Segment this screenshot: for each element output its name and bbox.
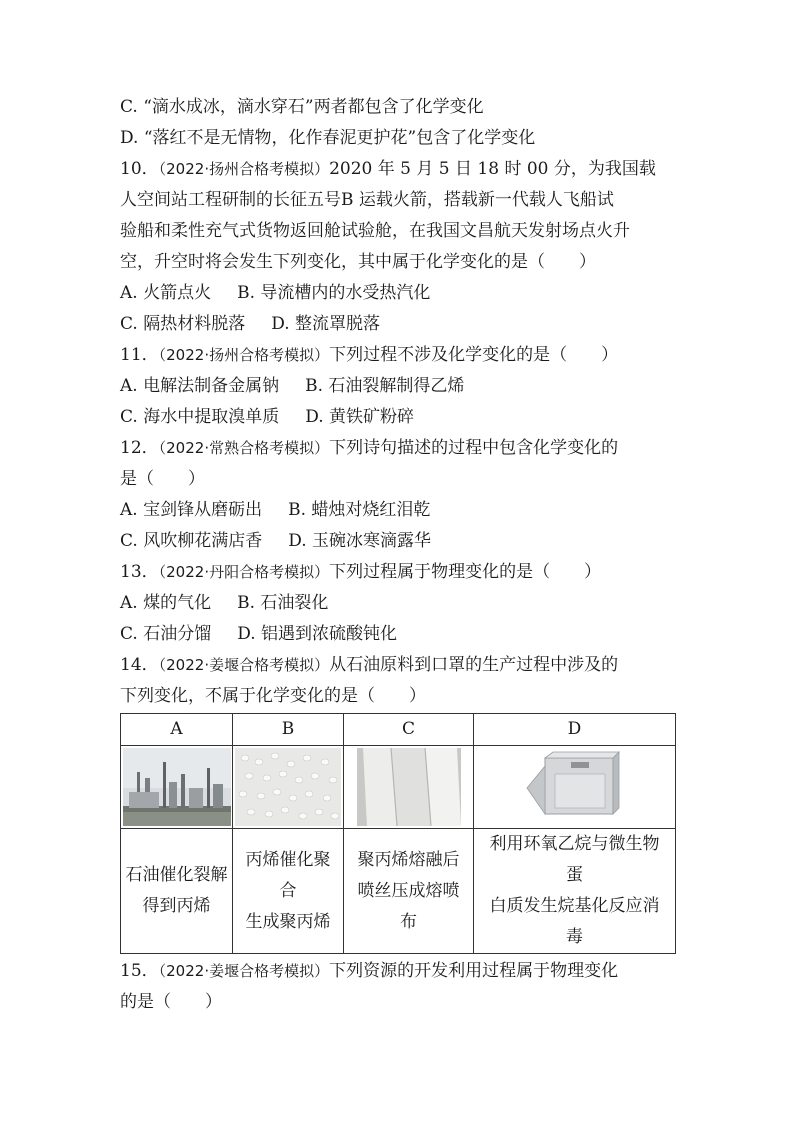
option-a-text-line: 得到丙烯 xyxy=(142,896,211,916)
sterilizer-image-cell xyxy=(474,746,676,829)
option-d-text-line: 白质发生烷基化反应消 xyxy=(489,896,660,916)
question-source: （2022·扬州合格考模拟） xyxy=(158,160,330,178)
option-a: A. 电解法制备金属钠 xyxy=(120,376,280,396)
question-number: 15． xyxy=(120,961,159,981)
table-image-row xyxy=(121,746,676,829)
option-a: A. 火箭点火 xyxy=(120,283,212,303)
q12-line-2: 是（ ） xyxy=(120,469,205,489)
q15-line-2: 的是（ ） xyxy=(120,992,222,1012)
q10-line-3: 验船和柔性充气式货物返回舱试验舱，在我国文昌航天发射场点火升 xyxy=(120,221,630,241)
q11-options-cd xyxy=(120,402,680,433)
table-header-row xyxy=(121,714,676,746)
option-d: D. 玉碗冰寒滴露华 xyxy=(288,531,432,551)
polypropylene-granules-image xyxy=(235,748,341,826)
option-c-text-line: 布 xyxy=(400,911,417,932)
q11-options-ab xyxy=(120,371,680,402)
option-c: C. 风吹柳花满店香 xyxy=(120,531,263,551)
header-a: A xyxy=(121,714,233,746)
option-b-text-line: 生成聚丙烯 xyxy=(245,911,331,932)
question-source: （2022·丹阳合格考模拟） xyxy=(158,563,330,581)
option-d: D. 铝遇到浓硫酸钝化 xyxy=(237,624,398,644)
option-c: C. 隔热材料脱落 xyxy=(120,314,246,334)
option-d-text-line: 蛋 xyxy=(566,865,583,885)
option-a: A. 宝剑锋从磨砺出 xyxy=(120,500,263,520)
refinery-image xyxy=(123,748,231,826)
table-text-row xyxy=(121,829,676,954)
q10-options-ab xyxy=(120,278,680,309)
question-number: 12． xyxy=(120,438,159,458)
q14-line-2: 下列变化，不属于化学变化的是（ ） xyxy=(120,686,426,706)
q10-line-1 xyxy=(120,154,680,185)
header-d: D xyxy=(474,714,676,746)
option-d: D. 黄铁矿粉碎 xyxy=(305,407,415,427)
option-c-text-line: 聚丙烯熔融后 xyxy=(357,849,460,870)
question-source: （2022·扬州合格考模拟） xyxy=(158,346,330,364)
header-b: B xyxy=(233,714,344,746)
option-a-text-line: 石油催化裂解 xyxy=(125,865,228,885)
question-number: 14． xyxy=(120,655,159,675)
option-d: D. 整流罩脱落 xyxy=(271,314,381,334)
option-a-cell xyxy=(121,829,233,954)
option-d-text-line: 利用环氧乙烷与微生物 xyxy=(489,834,660,854)
option-d-text-line: 毒 xyxy=(566,927,583,947)
option-b: B. 石油裂化 xyxy=(237,593,329,613)
option-c-cell xyxy=(344,829,474,954)
question-source: （2022·常熟合格考模拟） xyxy=(158,439,330,457)
question-text: 下列过程属于物理变化的是（ ） xyxy=(329,562,602,582)
q12-options-cd xyxy=(120,526,680,557)
option-b-cell xyxy=(233,829,344,954)
question-text: 从石油原料到口罩的生产过程中涉及的 xyxy=(329,655,619,675)
granules-image-cell xyxy=(233,746,344,829)
q14-options-table xyxy=(120,713,676,954)
q13-line-1 xyxy=(120,557,680,588)
question-source: （2022·姜堰合格考模拟） xyxy=(158,962,330,980)
q12-options-ab xyxy=(120,495,680,526)
q11-line-1 xyxy=(120,340,680,371)
option-b-text-line: 丙烯催化聚 xyxy=(245,849,331,870)
sterilization-cabinet-image xyxy=(515,748,635,826)
option-c: C. 海水中提取溴单质 xyxy=(120,407,280,427)
q15-line-1 xyxy=(120,956,680,987)
q9-option-d: D. “落红不是无情物，化作春泥更护花”包含了化学变化 xyxy=(120,128,536,148)
fabric-image-cell xyxy=(344,746,474,829)
question-text: 2020 年 5 月 5 日 18 时 00 分，为我国载 xyxy=(329,159,656,179)
q10-options-cd xyxy=(120,309,680,340)
question-source: （2022·姜堰合格考模拟） xyxy=(158,656,330,674)
question-content xyxy=(120,92,680,1018)
refinery-image-cell xyxy=(121,746,233,829)
q12-line-1 xyxy=(120,433,680,464)
option-b: B. 蜡烛对烧红泪乾 xyxy=(288,500,431,520)
option-b: B. 石油裂解制得乙烯 xyxy=(305,376,465,396)
q13-options-ab xyxy=(120,588,680,619)
meltblown-fabric-image xyxy=(357,748,461,826)
option-c: C. 石油分馏 xyxy=(120,624,212,644)
q14-line-1 xyxy=(120,650,680,681)
question-text: 下列资源的开发利用过程属于物理变化 xyxy=(329,961,619,981)
q9-option-c: C. “滴水成冰，滴水穿石”两者都包含了化学变化 xyxy=(120,97,484,117)
header-c: C xyxy=(344,714,474,746)
q10-line-2: 人空间站工程研制的长征五号B 运载火箭，搭载新一代载人飞船试 xyxy=(120,190,614,210)
question-text: 下列过程不涉及化学变化的是（ ） xyxy=(329,345,619,365)
option-a: A. 煤的气化 xyxy=(120,593,212,613)
option-b-text-line: 合 xyxy=(279,880,297,901)
q13-options-cd xyxy=(120,619,680,650)
q10-line-4: 空，升空时将会发生下列变化，其中属于化学变化的是（ ） xyxy=(120,252,596,272)
question-text: 下列诗句描述的过程中包含化学变化的 xyxy=(329,438,619,458)
question-number: 11． xyxy=(120,345,159,365)
question-number: 10． xyxy=(120,159,159,179)
option-b: B. 导流槽内的水受热汽化 xyxy=(237,283,431,303)
option-d-cell xyxy=(474,829,676,954)
question-number: 13． xyxy=(120,562,159,582)
option-c-text-line: 喷丝压成熔喷 xyxy=(357,880,460,901)
